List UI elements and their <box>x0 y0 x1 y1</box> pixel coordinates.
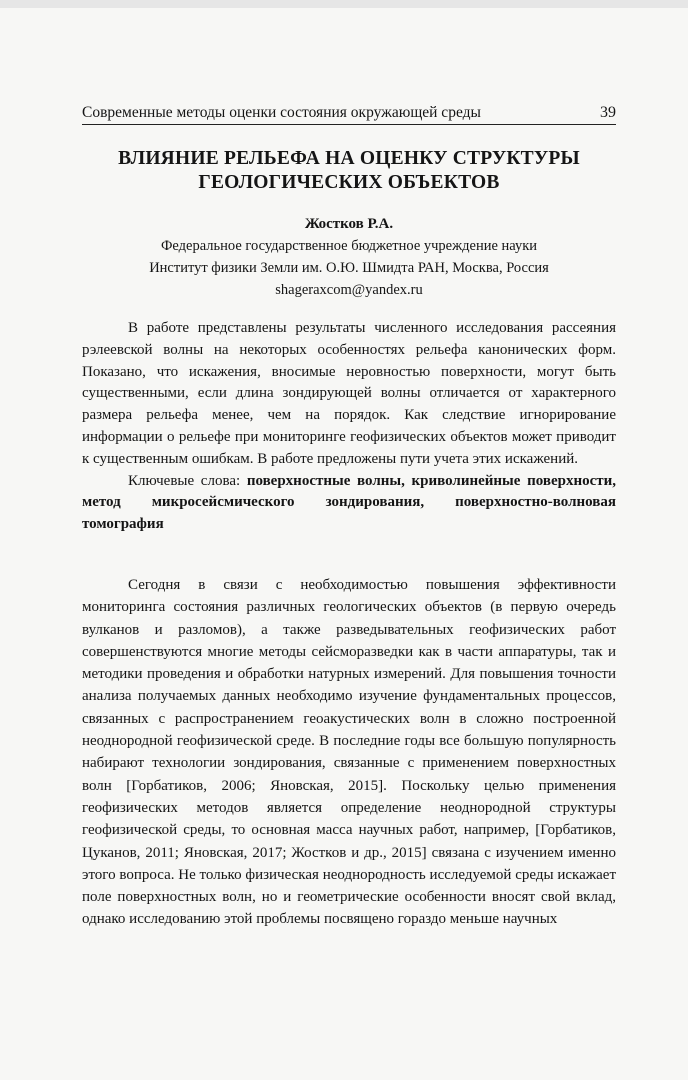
top-edge-strip <box>0 0 688 8</box>
body-paragraph: Сегодня в связи с необходимостью повышения эффективности мониторинга состояния различных геологических объектов (в первую очередь вулканов и разломов), а также разведывательных геофизических работ совершенствуются многие методы сейсморазведки как в части аппаратуры, так и методики проведения и обработки натурных измерений. Для повышения точности анализа получаемых данных необходимо изучение фундаментальных процессов, связанных с распространением геоакустических волн в сложно построенной неоднородной геофизической среде. В последние годы все большую популярность набирают технологии зондирования, связанные с применением поверхностных волн [Горбатиков, 2006; Яновская, 2015]. Поскольку целью применения геофизических методов является определение неоднородной структуры геофизической среды, то основная масса научных работ, например, [Горбатиков, Цуканов, 2011; Яновская, 2017; Жостков и др., 2015] связана с изучением именно этого вопроса. Не только физическая неоднородность исследуемой среды искажает поле поверхностных волн, но и геометрические особенности вносят свой вклад, однако исследованию этой проблемы посвящено гораздо меньше научных <box>82 576 616 928</box>
page-number: 39 <box>600 104 616 121</box>
keywords-list: поверхностные волны, криволинейные поверхности, метод микросейсмического зондирования, поверхностно-волновая томография <box>82 472 617 533</box>
running-head-title: Современные методы оценки состояния окружающей среды <box>82 104 481 121</box>
running-head <box>82 100 616 125</box>
journal-page <box>82 100 616 931</box>
keywords-label: Ключевые слова: <box>128 472 241 489</box>
abstract-paragraph: В работе представлены результаты численного исследования рассеяния рэлеевской волны на некоторых особенностях рельефа канонических форм. Показано, что искажения, вносимые неровностью поверхности, могут быть существенными, если длина зондирующей волны отличается от характерного размера рельефа менее, чем на порядок. Как следствие игнорирование информации о рельефе при мониторинге геофизических объектов может приводит к существенным ошибкам. В работе предложены пути учета этих искажений. <box>82 320 616 467</box>
affiliation-line2: Институт физики Земли им. О.Ю. Шмидта РАН, Москва, Россия <box>149 260 549 276</box>
article-title-line1: ВЛИЯНИЕ РЕЛЬЕФА НА ОЦЕНКУ СТРУКТУРЫ <box>118 148 580 169</box>
article-title-line2: ГЕОЛОГИЧЕСКИХ ОБЪЕКТОВ <box>198 172 500 193</box>
author-name: Жостков Р.А. <box>304 216 394 232</box>
affiliation-line1: Федеральное государственное бюджетное учреждение науки <box>160 238 538 254</box>
article-title <box>82 147 616 195</box>
author-email: shageraxcom@yandex.ru <box>275 282 423 298</box>
keywords-paragraph <box>82 471 616 536</box>
